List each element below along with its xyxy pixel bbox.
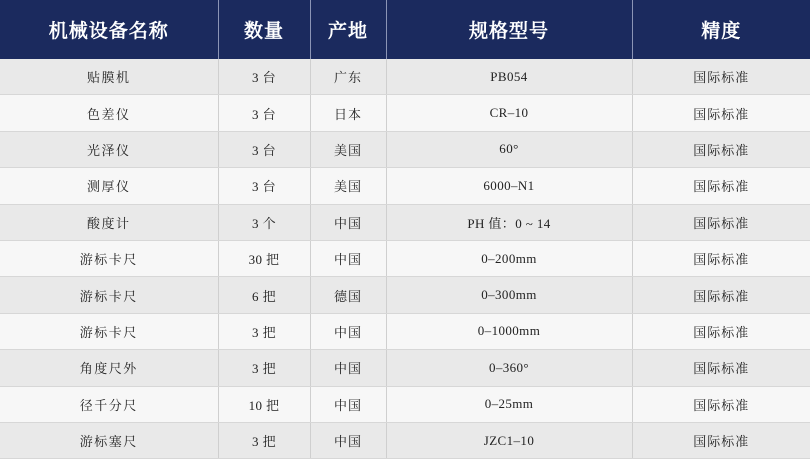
table-row [0,168,810,204]
table-row [0,131,810,167]
cell-precision: 国际标准 [632,350,810,386]
table-row [0,277,810,313]
column-header-name: 机械设备名称 [0,0,218,59]
cell-name: 测厚仪 [0,168,218,204]
cell-origin: 德国 [310,277,386,313]
cell-precision: 国际标准 [632,240,810,276]
table-row [0,422,810,458]
cell-name: 角度尺外 [0,350,218,386]
cell-precision: 国际标准 [632,313,810,349]
column-header-precision: 精度 [632,0,810,59]
column-header-origin: 产地 [310,0,386,59]
cell-origin: 日本 [310,95,386,131]
cell-spec: 0–200mm [386,240,632,276]
cell-spec: 60° [386,131,632,167]
cell-origin: 中国 [310,386,386,422]
cell-precision: 国际标准 [632,386,810,422]
cell-precision: 国际标准 [632,168,810,204]
cell-precision: 国际标准 [632,204,810,240]
table-row [0,313,810,349]
cell-name: 游标卡尺 [0,240,218,276]
cell-name: 径千分尺 [0,386,218,422]
cell-origin: 中国 [310,422,386,458]
cell-name: 酸度计 [0,204,218,240]
cell-quantity: 3 台 [218,168,310,204]
cell-quantity: 3 把 [218,422,310,458]
cell-name: 色差仪 [0,95,218,131]
cell-spec: 0–1000mm [386,313,632,349]
table-row [0,59,810,95]
cell-quantity: 3 台 [218,95,310,131]
cell-quantity: 6 把 [218,277,310,313]
cell-precision: 国际标准 [632,422,810,458]
cell-precision: 国际标准 [632,131,810,167]
table-row [0,240,810,276]
cell-origin: 中国 [310,350,386,386]
table-row [0,386,810,422]
cell-spec: 0–300mm [386,277,632,313]
cell-origin: 美国 [310,131,386,167]
cell-origin: 中国 [310,204,386,240]
cell-spec: 6000–N1 [386,168,632,204]
cell-origin: 广东 [310,59,386,95]
cell-name: 贴膜机 [0,59,218,95]
cell-name: 游标卡尺 [0,313,218,349]
cell-name: 游标卡尺 [0,277,218,313]
cell-origin: 中国 [310,313,386,349]
column-header-quantity: 数量 [218,0,310,59]
table-header-row [0,0,810,59]
cell-precision: 国际标准 [632,59,810,95]
cell-spec: CR–10 [386,95,632,131]
cell-precision: 国际标准 [632,95,810,131]
cell-precision: 国际标准 [632,277,810,313]
cell-spec: 0–25mm [386,386,632,422]
cell-name: 游标塞尺 [0,422,218,458]
cell-quantity: 3 个 [218,204,310,240]
table-row [0,204,810,240]
cell-quantity: 30 把 [218,240,310,276]
table-body [0,59,810,459]
cell-origin: 美国 [310,168,386,204]
cell-spec: PB054 [386,59,632,95]
cell-spec: 0–360° [386,350,632,386]
column-header-spec: 规格型号 [386,0,632,59]
table-row [0,95,810,131]
cell-quantity: 10 把 [218,386,310,422]
cell-name: 光泽仪 [0,131,218,167]
cell-quantity: 3 台 [218,59,310,95]
cell-spec: PH 值：0 ~ 14 [386,204,632,240]
cell-spec: JZC1–10 [386,422,632,458]
table-row [0,350,810,386]
cell-quantity: 3 台 [218,131,310,167]
cell-quantity: 3 把 [218,313,310,349]
cell-origin: 中国 [310,240,386,276]
cell-quantity: 3 把 [218,350,310,386]
table-header [0,0,810,59]
